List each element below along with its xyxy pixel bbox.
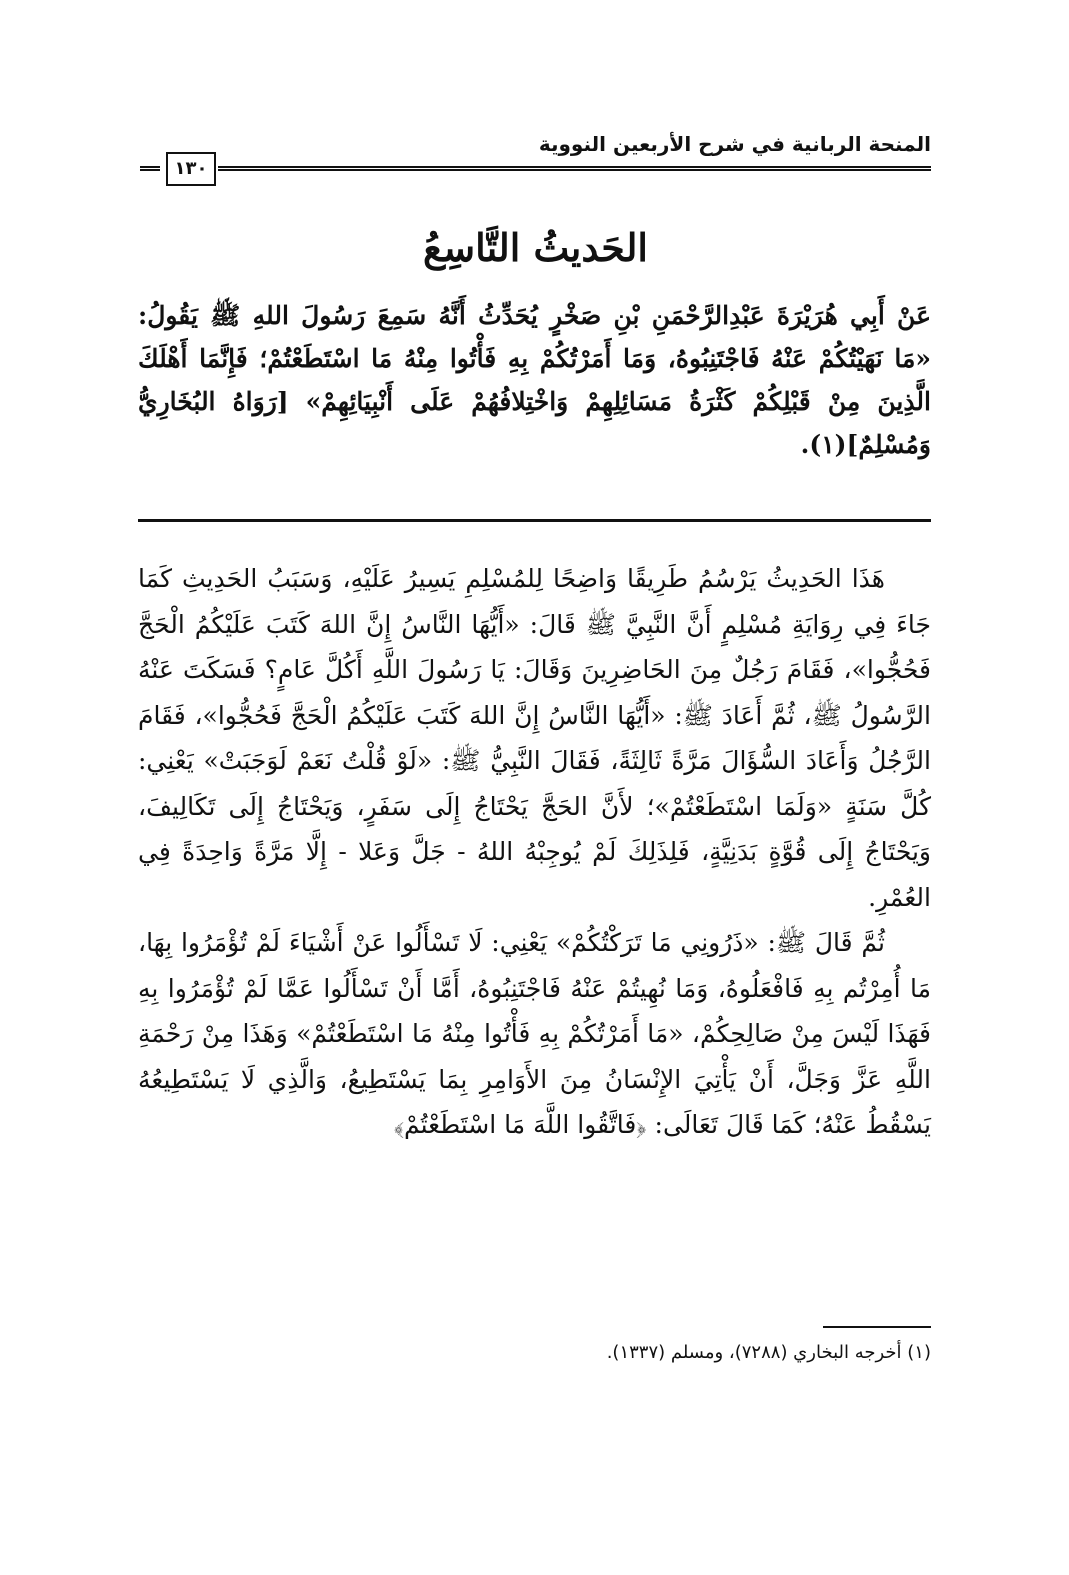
section-divider	[138, 519, 931, 522]
commentary-paragraph-1: هَذَا الحَدِيثُ يَرْسُمُ طَرِيقًا وَاضِحًا لِلمُسْلِمِ يَسِيرُ عَلَيْهِ، وَسَبَبُ الحَدِيثِ كَمَا جَاءَ فِي رِوَايَةِ مُسْلِمٍ أَنَّ النَّبِيَّ ﷺ قَالَ: «أَيُّهَا النَّاسُ إِنَّ اللهَ كَتَبَ عَلَيْكُمُ الْحَجَّ فَحُجُّوا»، فَقَامَ رَجُلٌ مِنَ الحَاضِرِينَ وَقَالَ: يَا رَسُولَ اللَّهِ أَكُلَّ عَامٍ؟ فَسَكَتَ عَنْهُ الرَّسُولُ ﷺ، ثُمَّ أَعَادَ ﷺ: «أَيُّهَا النَّاسُ إِنَّ اللهَ كَتَبَ عَلَيْكُمُ الْحَجَّ فَحُجُّوا»، فَقَامَ الرَّجُلُ وَأَعَادَ السُّؤَالَ مَرَّةً ثَالِثَةً، فَقَالَ النَّبِيُّ ﷺ: «لَوْ قُلْتُ نَعَمْ لَوَجَبَتْ» يَعْنِي: كُلَّ سَنَةٍ «وَلَمَا اسْتَطَعْتُمْ»؛ لأَنَّ الحَجَّ يَحْتَاجُ إِلَى سَفَرٍ، وَيَحْتَاجُ إِلَى تَكَالِيفَ، وَيَحْتَاجُ إِلَى قُوَّةٍ بَدَنِيَّةٍ، فَلِذَلِكَ لَمْ يُوجِبْهُ اللهُ - جَلَّ وَعَلا - إِلَّا مَرَّةً وَاحِدَةً فِي العُمْرِ.	[138, 564, 931, 912]
page-number: ١٣٠	[166, 152, 216, 186]
footnote: (١) أخرجه البخاري (٧٢٨٨)، ومسلم (١٣٣٧).	[606, 1342, 931, 1363]
commentary-paragraph-2: ثُمَّ قَالَ ﷺ: «ذَرُونِي مَا تَرَكْتُكُمْ» يَعْنِي: لَا تَسْأَلُوا عَنْ أَشْيَاءَ لَمْ تُؤْمَرُوا بِهَا، مَا أُمِرْتُم بِهِ فَافْعَلُوهُ، وَمَا نُهِيتُمْ عَنْهُ فَاجْتَنِبُوهُ، أَمَّا أَنْ تَسْأَلُوا عَمَّا لَمْ تُؤْمَرُوا بِهِ فَهَذَا لَيْسَ مِنْ صَالِحِكُمْ، «مَا أَمَرْتُكُمْ بِهِ فَأْتُوا مِنْهُ مَا اسْتَطَعْتُمْ» وَهَذَا مِنْ رَحْمَةِ اللَّهِ عَزَّ وَجَلَّ، أَنْ يَأْتِيَ الإِنْسَانُ مِنَ الأَوَامِرِ بِمَا يَسْتَطِيعُ، وَالَّذِي لَا يَسْتَطِيعُهُ يَسْقُطُ عَنْهُ؛ كَمَا قَالَ تَعَالَى: ﴿فَاتَّقُوا اللَّهَ مَا اسْتَطَعْتُمْ﴾	[138, 928, 931, 1139]
running-header: المنحة الربانية في شرح الأربعين النووية	[538, 132, 931, 156]
hadith-text: عَنْ أَبِي هُرَيْرَةَ عَبْدِالرَّحْمَنِ بْنِ صَخْرٍ يُحَدِّثُ أَنَّهُ سَمِعَ رَسُولَ اللهِ ﷺ يَقُولُ: «مَا نَهَيْتُكُمْ عَنْهُ فَاجْتَنِبُوهُ، وَمَا أَمَرْتُكُمْ بِهِ فَأْتُوا مِنْهُ مَا اسْتَطَعْتُمْ؛ فَإِنَّمَا أَهْلَكَ الَّذِينَ مِنْ قَبْلِكُمْ كَثْرَةُ مَسَائِلِهِمْ وَاخْتِلافُهُمْ عَلَى أَنْبِيَائِهِمْ» [رَوَاهُ البُخَارِيُّ وَمُسْلِمٌ](١).	[138, 301, 931, 459]
chapter-title: الحَديثُ التَّاسِعُ	[423, 225, 648, 270]
header-rule	[140, 166, 931, 171]
footnote-divider	[823, 1326, 931, 1328]
commentary	[138, 556, 931, 1148]
